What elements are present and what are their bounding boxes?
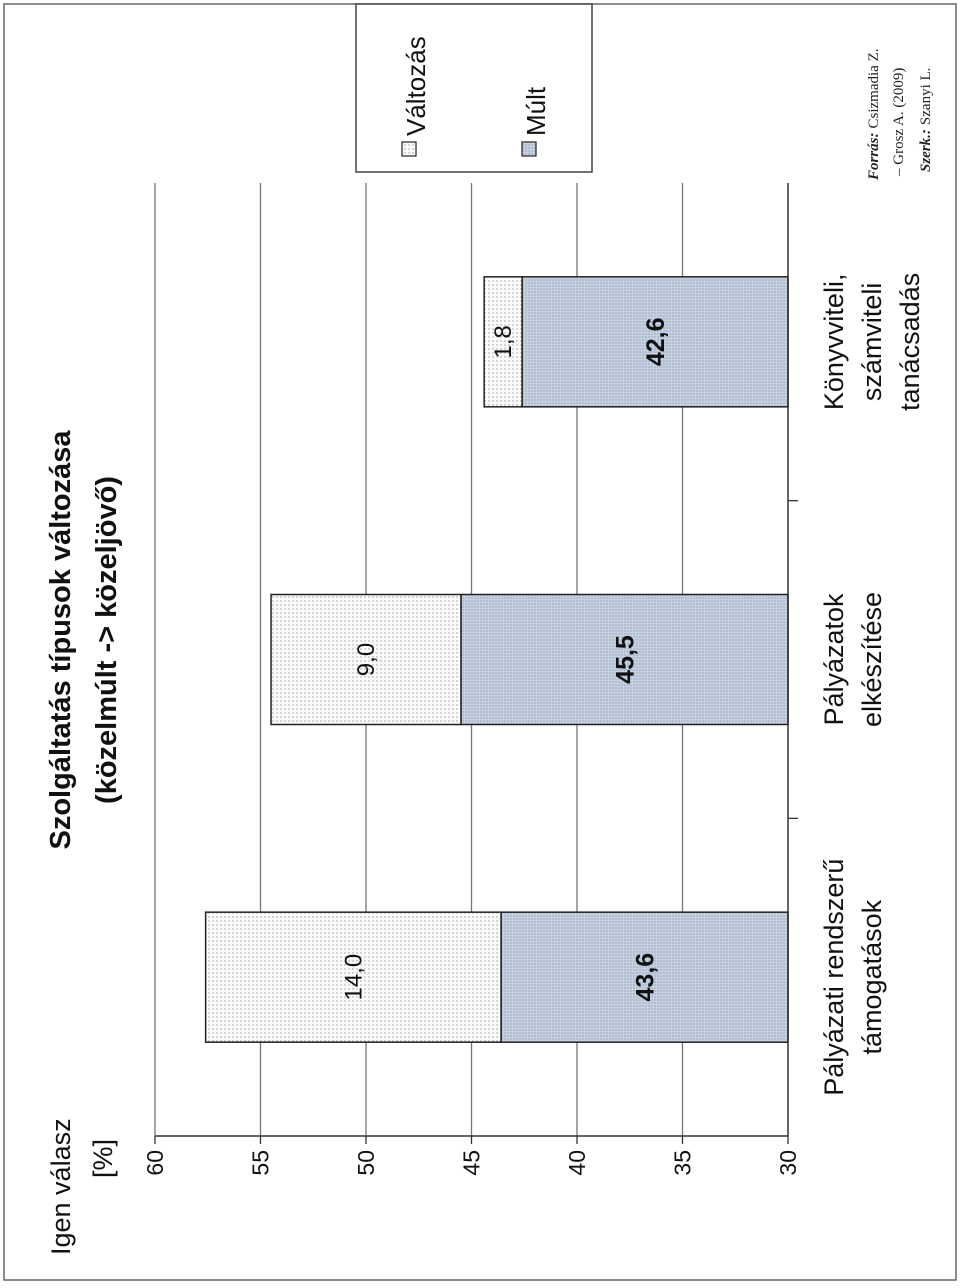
source-label: Forrás: bbox=[866, 132, 882, 180]
source-line-3 bbox=[918, 68, 934, 172]
y-tick-label: 40 bbox=[564, 1150, 590, 1176]
data-label-mult: 43,6 bbox=[631, 952, 660, 1002]
data-label-mult: 45,5 bbox=[611, 635, 640, 684]
editor-name: Szanyi L. bbox=[918, 67, 934, 126]
y-tick-label: 50 bbox=[353, 1150, 379, 1176]
editor-label: Szerk.: bbox=[918, 129, 934, 172]
source-author: Csizmadia Z. bbox=[866, 48, 882, 129]
y-tick-label: 35 bbox=[669, 1150, 696, 1176]
category-label: támogatások bbox=[857, 899, 887, 1055]
category-label: Pályázati rendszerű bbox=[819, 858, 849, 1096]
legend-box bbox=[356, 4, 592, 172]
legend-label-mult: Múlt bbox=[521, 86, 551, 136]
category-label: elkészítése bbox=[857, 591, 887, 728]
title-line-1: Szolgáltatás típusok változása bbox=[45, 430, 77, 850]
title-line-2: (közelmúlt -> közeljövő) bbox=[91, 476, 123, 804]
category-label: számviteli bbox=[857, 282, 887, 402]
y-axis-label bbox=[46, 1118, 118, 1255]
legend-swatch-valtozas bbox=[402, 142, 416, 156]
category-labels bbox=[819, 273, 925, 1096]
data-label-valtozas: 1,8 bbox=[490, 325, 518, 359]
category-label: Könyvviteli, bbox=[819, 273, 849, 411]
y-label-line-1: Igen válasz bbox=[46, 1118, 76, 1255]
legend-label-valtozas: Változás bbox=[401, 36, 431, 136]
legend bbox=[356, 4, 592, 172]
legend-swatch-mult bbox=[522, 142, 536, 156]
y-tick-label: 55 bbox=[247, 1150, 274, 1176]
y-tick-label: 30 bbox=[775, 1150, 801, 1176]
data-label-valtozas: 9,0 bbox=[353, 642, 380, 677]
category-label: tanácsadás bbox=[895, 272, 925, 411]
y-label-line-2: [%] bbox=[88, 1138, 118, 1178]
bars bbox=[206, 277, 788, 1042]
data-label-mult: 42,6 bbox=[642, 317, 671, 367]
y-tick-labels bbox=[142, 1150, 801, 1176]
y-tick-label: 45 bbox=[458, 1150, 485, 1176]
source-line-2: – Grosz A. (2009) bbox=[891, 67, 907, 176]
category-label: Pályázatok bbox=[819, 593, 849, 726]
data-label-valtozas: 14,0 bbox=[340, 953, 368, 1001]
y-tick-label: 60 bbox=[142, 1150, 168, 1176]
source-note bbox=[866, 49, 934, 182]
chart-title bbox=[45, 430, 123, 850]
source-line-1 bbox=[866, 49, 882, 182]
